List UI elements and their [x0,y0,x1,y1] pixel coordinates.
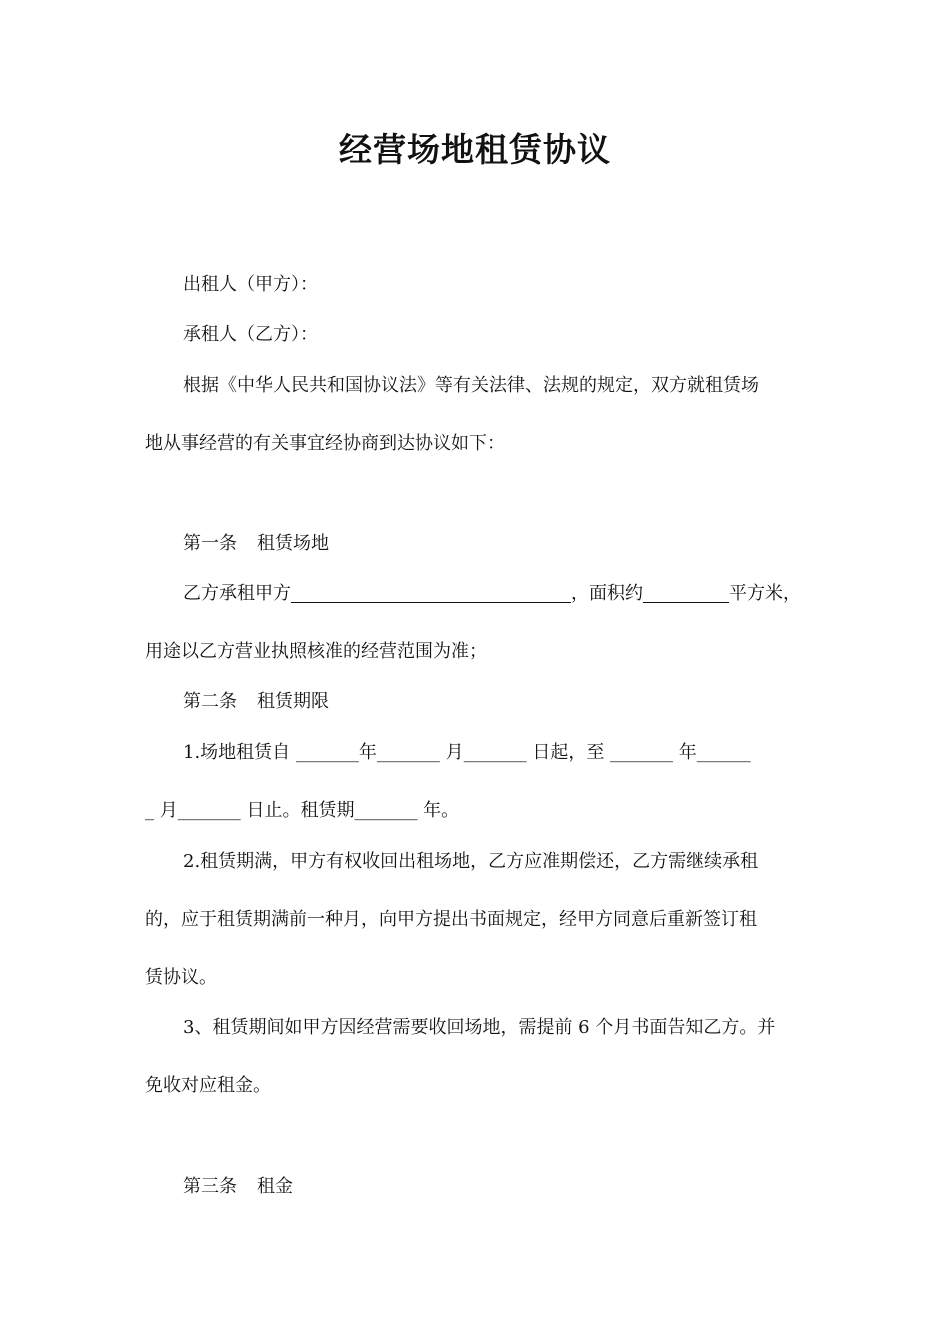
article-1-line-1 [183,581,863,607]
article-3-title: 租金 [257,1176,293,1197]
article-2-number: 第二条 [183,691,237,712]
article-1-title: 租赁场地 [257,533,329,554]
article-2-title: 租赁期限 [257,691,329,712]
term-item-2-line-3: 赁协议。 [145,967,217,988]
term-item-3-line-2: 免收对应租金。 [145,1075,271,1096]
lease-text-a: 乙方承租甲方 [183,583,291,604]
term-item-3-line-1: 3、租赁期间如甲方因经营需要收回场地，需提前 6 个月书面告知乙方。并 [183,1017,776,1038]
lessee-label: 承租人（乙方）： [183,324,318,345]
lease-text-c: 平方米， [729,583,801,604]
article-2-heading [183,689,863,715]
lessor-label: 出租人（甲方）： [183,274,318,295]
term-item-2-line-1: 2.租赁期满，甲方有权收回出租场地，乙方应准期偿还，乙方需继续承租 [183,851,759,872]
intro-line-1: 根据《中华人民共和国协议法》等有关法律、法规的规定，双方就租赁场 [183,375,759,396]
article-1-number: 第一条 [183,533,237,554]
term-item-2-line-2: 的，应于租赁期满前一种月，向甲方提出书面规定，经甲方同意后重新签订租 [145,909,757,930]
article-1-heading [183,531,863,557]
intro-line-2: 地从事经营的有关事宜经协商到达协议如下： [145,433,505,454]
article-1-line-2: 用途以乙方营业执照核准的经营范围为准； [145,641,487,662]
article-3-number: 第三条 [183,1176,237,1197]
term-item-1-line-1: 1.场地租赁自 _______年_______ 月_______ 日起，至 _______ 年______ [183,742,751,763]
document-title: 经营场地租赁协议 [339,130,611,169]
term-item-1-line-2: _ 月_______ 日止。租赁期_______ 年。 [145,800,460,821]
article-3-heading [183,1174,863,1200]
lease-text-b: ，面积约 [571,583,643,604]
area-blank [643,582,729,603]
premises-blank [291,582,571,603]
